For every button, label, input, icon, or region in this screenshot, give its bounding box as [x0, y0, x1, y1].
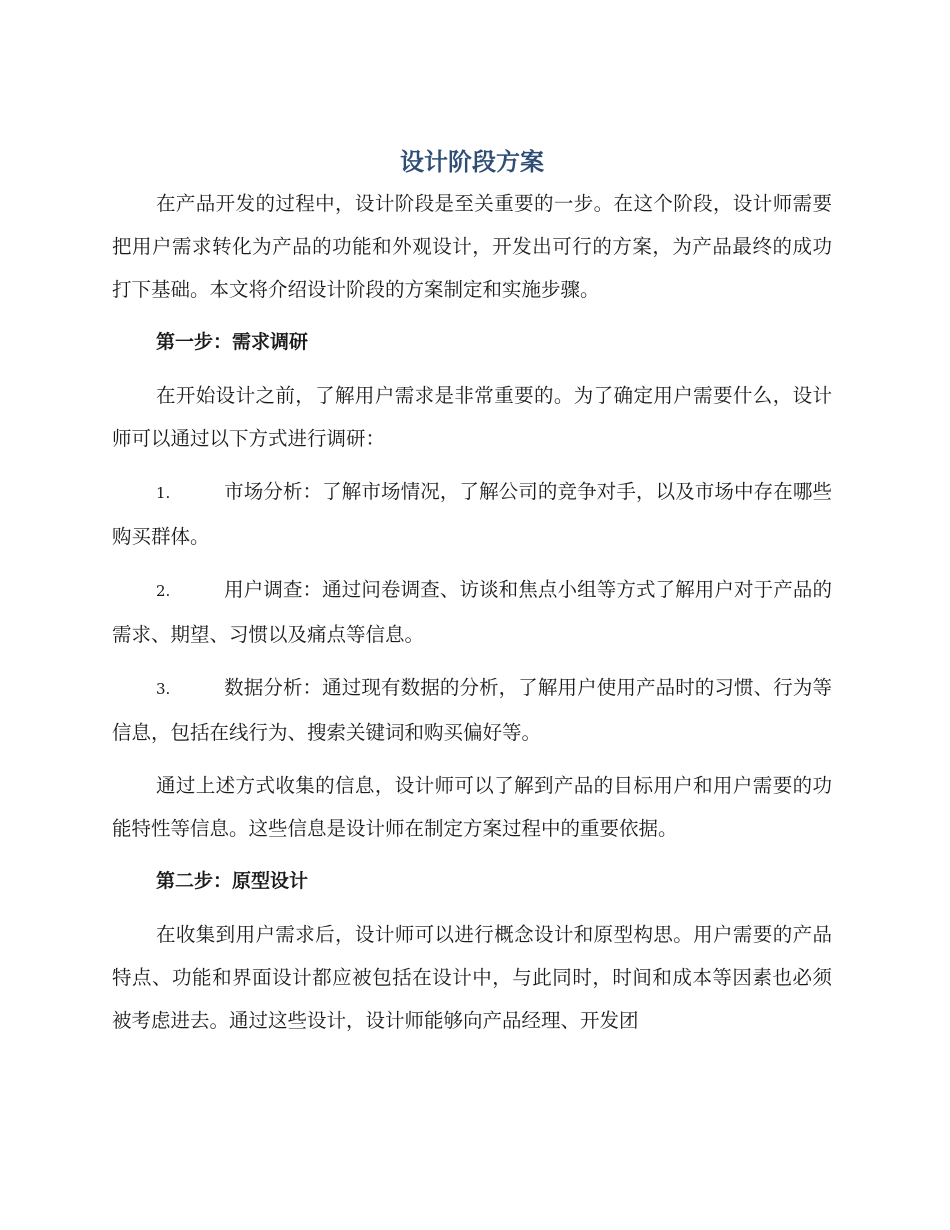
list-item-text: 市场分析：了解市场情况，了解公司的竞争对手，以及市场中存在哪些购买群体。 — [112, 480, 832, 548]
list-item-data-analysis: 3. 数据分析：通过现有数据的分析，了解用户使用产品时的习惯、行为等信息，包括在线行为、搜索关键词和购买偏好等。 — [112, 676, 832, 744]
list-item-text: 数据分析：通过现有数据的分析，了解用户使用产品时的习惯、行为等信息，包括在线行为、搜索关键词和购买偏好等。 — [112, 676, 832, 744]
document-title: 设计阶段方案 — [400, 148, 544, 176]
list-item-user-survey: 2. 用户调查：通过问卷调查、访谈和焦点小组等方式了解用户对于产品的需求、期望、习惯以及痛点等信息。 — [112, 578, 832, 646]
document-content — [112, 142, 832, 1042]
section-heading-prototype: 第二步：原型设计 — [156, 870, 309, 892]
section-heading-requirements: 第一步：需求调研 — [156, 331, 309, 353]
requirements-lead-paragraph: 在开始设计之前，了解用户需求是非常重要的。为了确定用户需要什么，设计师可以通过以下方式进行调研： — [112, 384, 832, 450]
intro-paragraph: 在产品开发的过程中，设计阶段是至关重要的一步。在这个阶段，设计师需要把用户需求转化为产品的功能和外观设计，开发出可行的方案，为产品最终的成功打下基础。本文将介绍设计阶段的方案制定和实施步骤。 — [112, 192, 832, 301]
requirements-summary-paragraph: 通过上述方式收集的信息，设计师可以了解到产品的目标用户和用户需要的功能特性等信息。这些信息是设计师在制定方案过程中的重要依据。 — [112, 774, 832, 840]
prototype-paragraph: 在收集到用户需求后，设计师可以进行概念设计和原型构思。用户需要的产品特点、功能和界面设计都应被包括在设计中，与此同时，时间和成本等因素也必须被考虑进去。通过这些设计，设计师能够向产品经理、开发团 — [112, 923, 832, 1032]
list-item-text: 用户调查：通过问卷调查、访谈和焦点小组等方式了解用户对于产品的需求、期望、习惯以及痛点等信息。 — [112, 578, 832, 646]
list-item-market-analysis: 1. 市场分析：了解市场情况，了解公司的竞争对手，以及市场中存在哪些购买群体。 — [112, 480, 832, 548]
